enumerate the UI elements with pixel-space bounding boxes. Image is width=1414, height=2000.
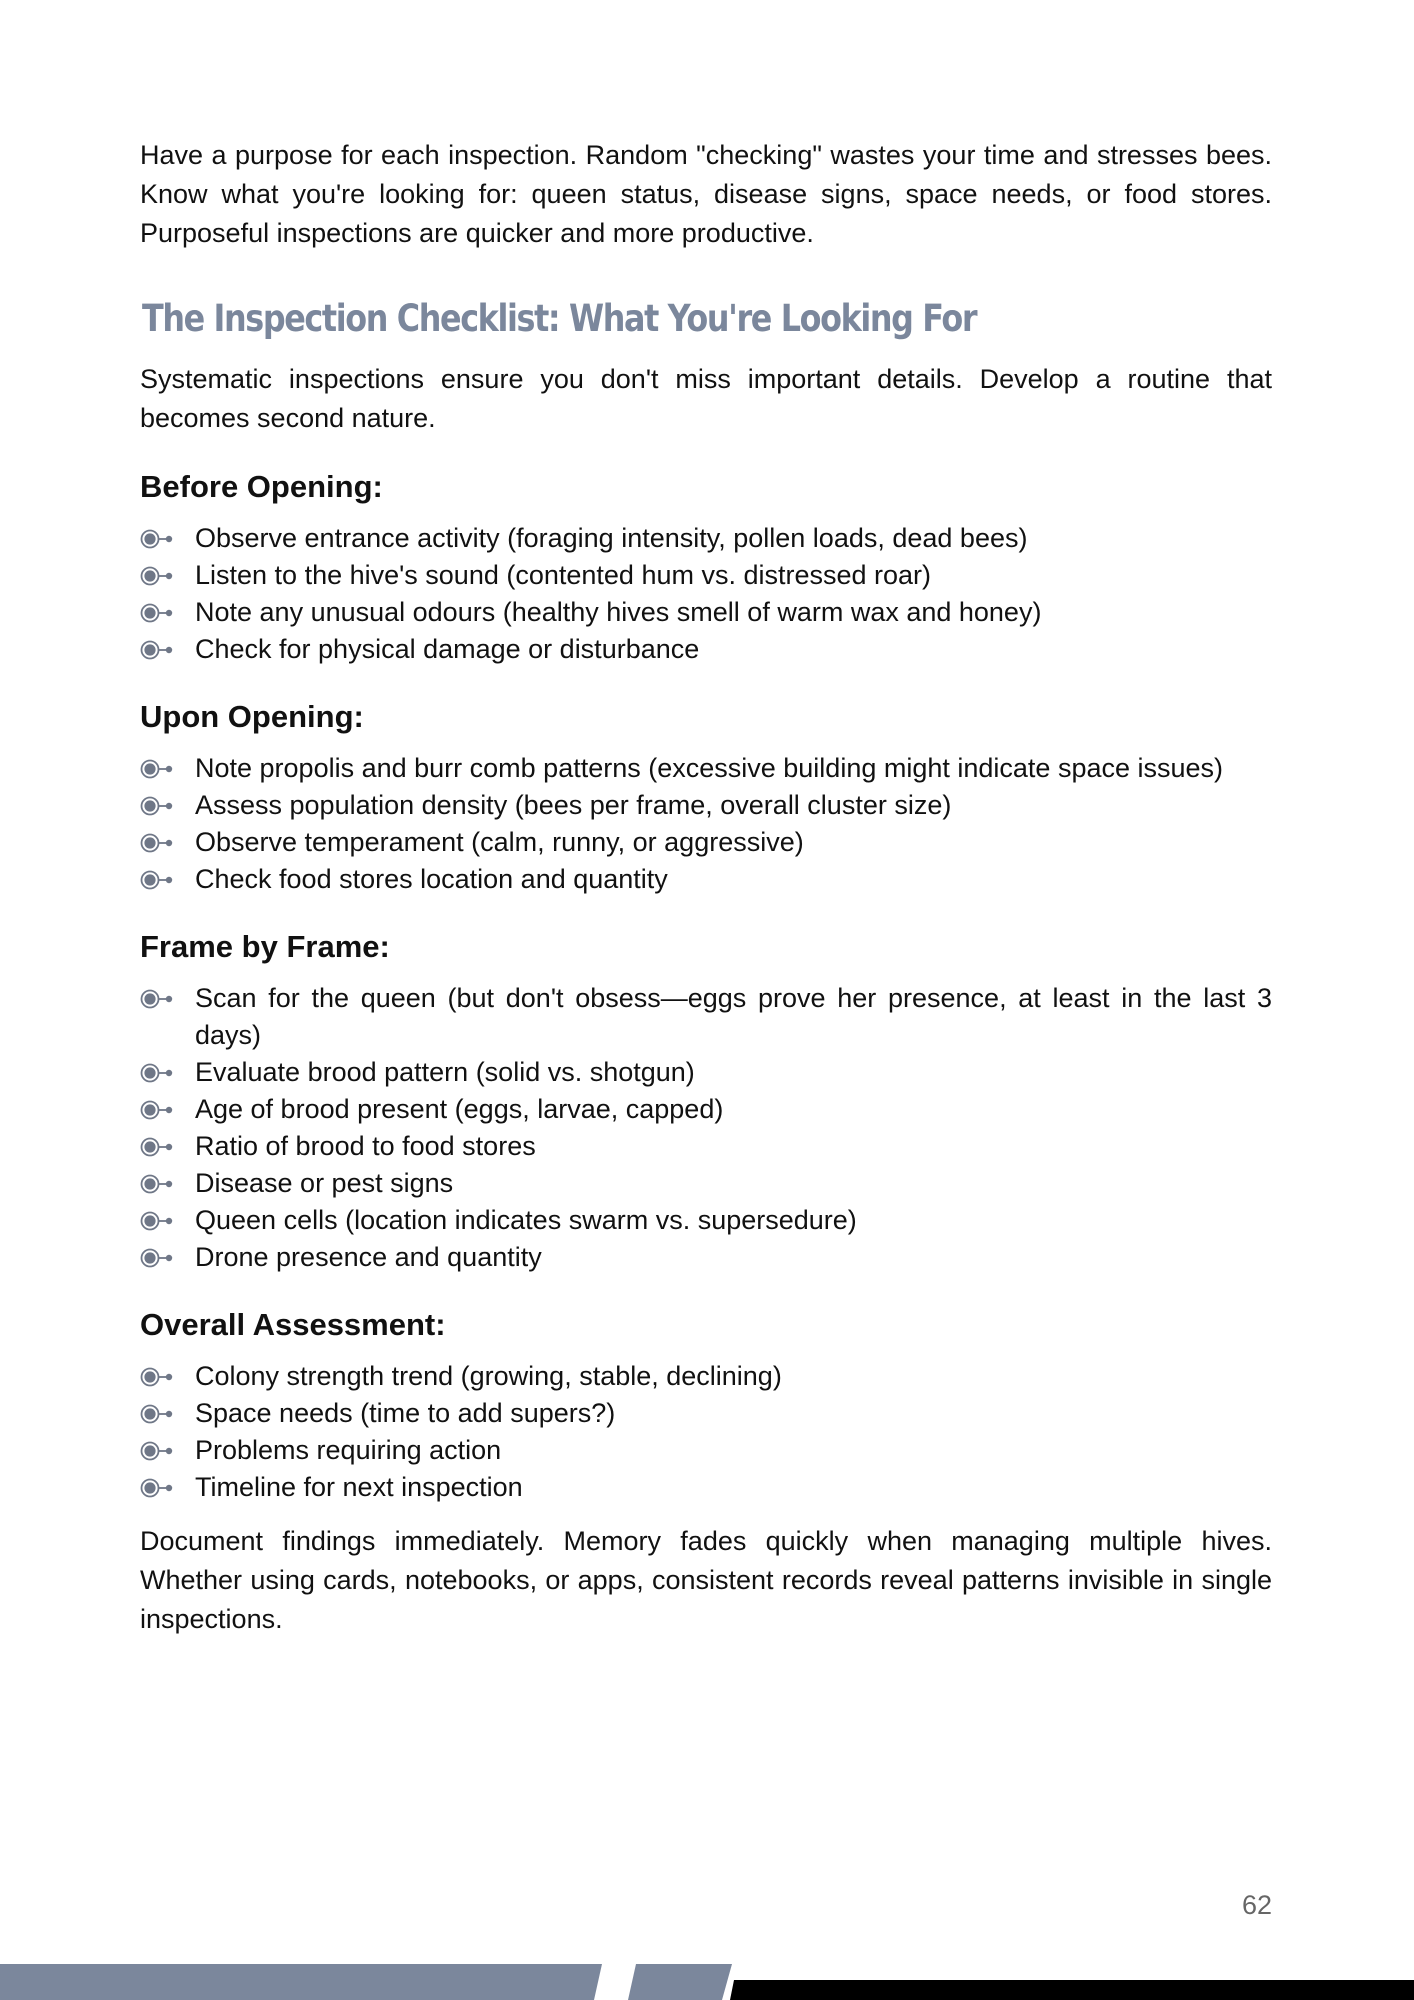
checklist-item xyxy=(140,750,1272,787)
checklist xyxy=(140,520,1272,668)
radio-bullet-icon xyxy=(140,1478,176,1498)
checklist-group-heading: Upon Opening: xyxy=(140,699,364,734)
checklist-item-text: Check for physical damage or disturbance xyxy=(195,634,700,664)
checklist-item xyxy=(140,1128,1272,1165)
checklist-item xyxy=(140,1165,1272,1202)
radio-bullet-icon xyxy=(140,870,176,890)
intro-paragraph: Have a purpose for each inspection. Random "checking" wastes your time and stresses bees. Know what you're looking for: queen status, disease signs, space needs, or food stores. Purposeful inspections are quicker and more productive. xyxy=(140,140,1272,248)
checklist-group-heading: Before Opening: xyxy=(140,469,383,504)
checklist-item xyxy=(140,1054,1272,1091)
checklist-item xyxy=(140,520,1272,557)
checklist-item xyxy=(140,861,1272,898)
checklist-item-text: Listen to the hive's sound (contented hum vs. distressed roar) xyxy=(195,560,932,590)
checklist-item-text: Problems requiring action xyxy=(195,1435,502,1465)
footer-dark-bar xyxy=(730,1980,1414,2000)
checklist-item xyxy=(140,824,1272,861)
radio-bullet-icon xyxy=(140,1100,176,1120)
checklist-item xyxy=(140,1432,1272,1469)
checklist-item xyxy=(140,1091,1272,1128)
section-intro: Systematic inspections ensure you don't miss important details. Develop a routine that becomes second nature. xyxy=(140,364,1272,433)
checklist-item xyxy=(140,631,1272,668)
checklist-item xyxy=(140,1358,1272,1395)
radio-bullet-icon xyxy=(140,1404,176,1424)
checklist-item-text: Scan for the queen (but don't obsess—eggs prove her presence, at least in the last 3 days) xyxy=(195,983,1272,1050)
radio-bullet-icon xyxy=(140,566,176,586)
checklist-item xyxy=(140,1395,1272,1432)
checklist-item-text: Colony strength trend (growing, stable, declining) xyxy=(195,1361,782,1391)
radio-bullet-icon xyxy=(140,759,176,779)
radio-bullet-icon xyxy=(140,1441,176,1461)
checklist-item-text: Note propolis and burr comb patterns (excessive building might indicate space issues) xyxy=(195,753,1224,783)
radio-bullet-icon xyxy=(140,640,176,660)
section-heading: The Inspection Checklist: What You're Looking For xyxy=(142,297,977,340)
checklist-group-heading: Overall Assessment: xyxy=(140,1307,446,1342)
checklist-item xyxy=(140,1202,1272,1239)
page-content xyxy=(140,136,1272,1639)
radio-bullet-icon xyxy=(140,603,176,623)
radio-bullet-icon xyxy=(140,989,176,1009)
checklist-item xyxy=(140,594,1272,631)
checklist-item-text: Disease or pest signs xyxy=(195,1168,454,1198)
closing-paragraph: Document findings immediately. Memory fades quickly when managing multiple hives. Whether using cards, notebooks, or apps, consistent records reveal patterns invisible in single inspections. xyxy=(140,1526,1272,1634)
checklist-item-text: Note any unusual odours (healthy hives smell of warm wax and honey) xyxy=(195,597,1042,627)
radio-bullet-icon xyxy=(140,1174,176,1194)
checklist-item-text: Observe entrance activity (foraging intensity, pollen loads, dead bees) xyxy=(195,523,1028,553)
radio-bullet-icon xyxy=(140,1063,176,1083)
footer-band xyxy=(0,1964,1414,2000)
radio-bullet-icon xyxy=(140,1248,176,1268)
checklist xyxy=(140,750,1272,898)
checklist-groups xyxy=(140,468,1272,1506)
checklist-item-text: Observe temperament (calm, runny, or aggressive) xyxy=(195,827,804,857)
checklist-item xyxy=(140,1239,1272,1276)
footer-slate-bar xyxy=(0,1964,602,2000)
checklist-item-text: Queen cells (location indicates swarm vs. supersedure) xyxy=(195,1205,857,1235)
checklist-item-text: Space needs (time to add supers?) xyxy=(195,1398,616,1428)
radio-bullet-icon xyxy=(140,1211,176,1231)
page-number: 62 xyxy=(1241,1890,1272,1920)
checklist-item xyxy=(140,557,1272,594)
checklist-item-text: Ratio of brood to food stores xyxy=(195,1131,536,1161)
checklist-item-text: Timeline for next inspection xyxy=(195,1472,523,1502)
radio-bullet-icon xyxy=(140,833,176,853)
checklist-item-text: Age of brood present (eggs, larvae, capped) xyxy=(195,1094,724,1124)
checklist xyxy=(140,1358,1272,1506)
radio-bullet-icon xyxy=(140,1367,176,1387)
checklist-item-text: Check food stores location and quantity xyxy=(195,864,668,894)
checklist-item xyxy=(140,787,1272,824)
checklist-group-heading: Frame by Frame: xyxy=(140,929,390,964)
radio-bullet-icon xyxy=(140,1137,176,1157)
radio-bullet-icon xyxy=(140,529,176,549)
radio-bullet-icon xyxy=(140,796,176,816)
checklist-item xyxy=(140,1469,1272,1506)
checklist-item-text: Assess population density (bees per frame, overall cluster size) xyxy=(195,790,952,820)
checklist-item-text: Evaluate brood pattern (solid vs. shotgun) xyxy=(195,1057,695,1087)
checklist-item xyxy=(140,980,1272,1054)
footer-slate-block xyxy=(628,1964,732,2000)
checklist-item-text: Drone presence and quantity xyxy=(195,1242,542,1272)
checklist xyxy=(140,980,1272,1276)
